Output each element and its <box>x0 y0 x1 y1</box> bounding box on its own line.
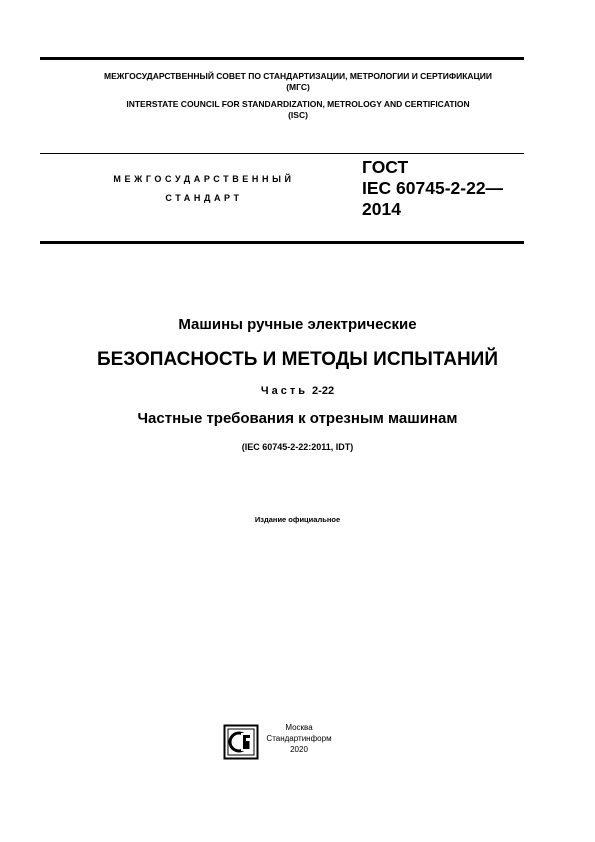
part-number: 2-22 <box>312 385 335 397</box>
part-heading <box>0 385 595 397</box>
publisher-city: Москва <box>285 723 313 732</box>
middle-rule <box>40 153 524 154</box>
edition-note: Издание официальное <box>254 515 341 524</box>
standard-kind-line2: СТАНДАРТ <box>165 193 243 203</box>
top-rule <box>40 57 524 60</box>
council-name-ru-line1: МЕЖГОСУДАРСТВЕННЫЙ СОВЕТ ПО СТАНДАРТИЗАЦИИ, МЕТРОЛОГИИ И СЕРТИФИКАЦИИ <box>104 71 492 81</box>
designation-line1: ГОСТ <box>362 157 409 177</box>
designation-line3: 2014 <box>362 199 401 219</box>
council-abbr-en: (ISC) <box>288 110 308 120</box>
council-name-en-line1: INTERSTATE COUNCIL FOR STANDARDIZATION, METROLOGY AND CERTIFICATION <box>126 99 470 109</box>
part-label: Часть <box>260 385 309 397</box>
iec-reference: (IEC 60745-2-22:2011, IDT) <box>241 442 354 452</box>
standartinform-logo-icon <box>223 724 259 760</box>
requirements-title: Частные требования к отрезным машинам <box>137 410 458 427</box>
publisher-name: Стандартинформ <box>266 734 332 743</box>
standard-designation <box>362 157 503 220</box>
council-name-en <box>40 99 556 121</box>
designation-line2: IEC 60745-2-22— <box>362 178 504 198</box>
document-title: БЕЗОПАСНОСТЬ И МЕТОДЫ ИСПЫТАНИЙ <box>97 349 498 370</box>
document-subtitle: Машины ручные электрические <box>178 316 417 333</box>
publication-year: 2020 <box>290 745 308 754</box>
council-abbr-ru: (МГС) <box>286 82 310 92</box>
publisher-block <box>264 722 334 755</box>
council-name-ru <box>40 71 556 93</box>
bottom-rule <box>40 241 524 244</box>
standard-kind-line1: МЕЖГОСУДАРСТВЕННЫЙ <box>113 174 295 184</box>
